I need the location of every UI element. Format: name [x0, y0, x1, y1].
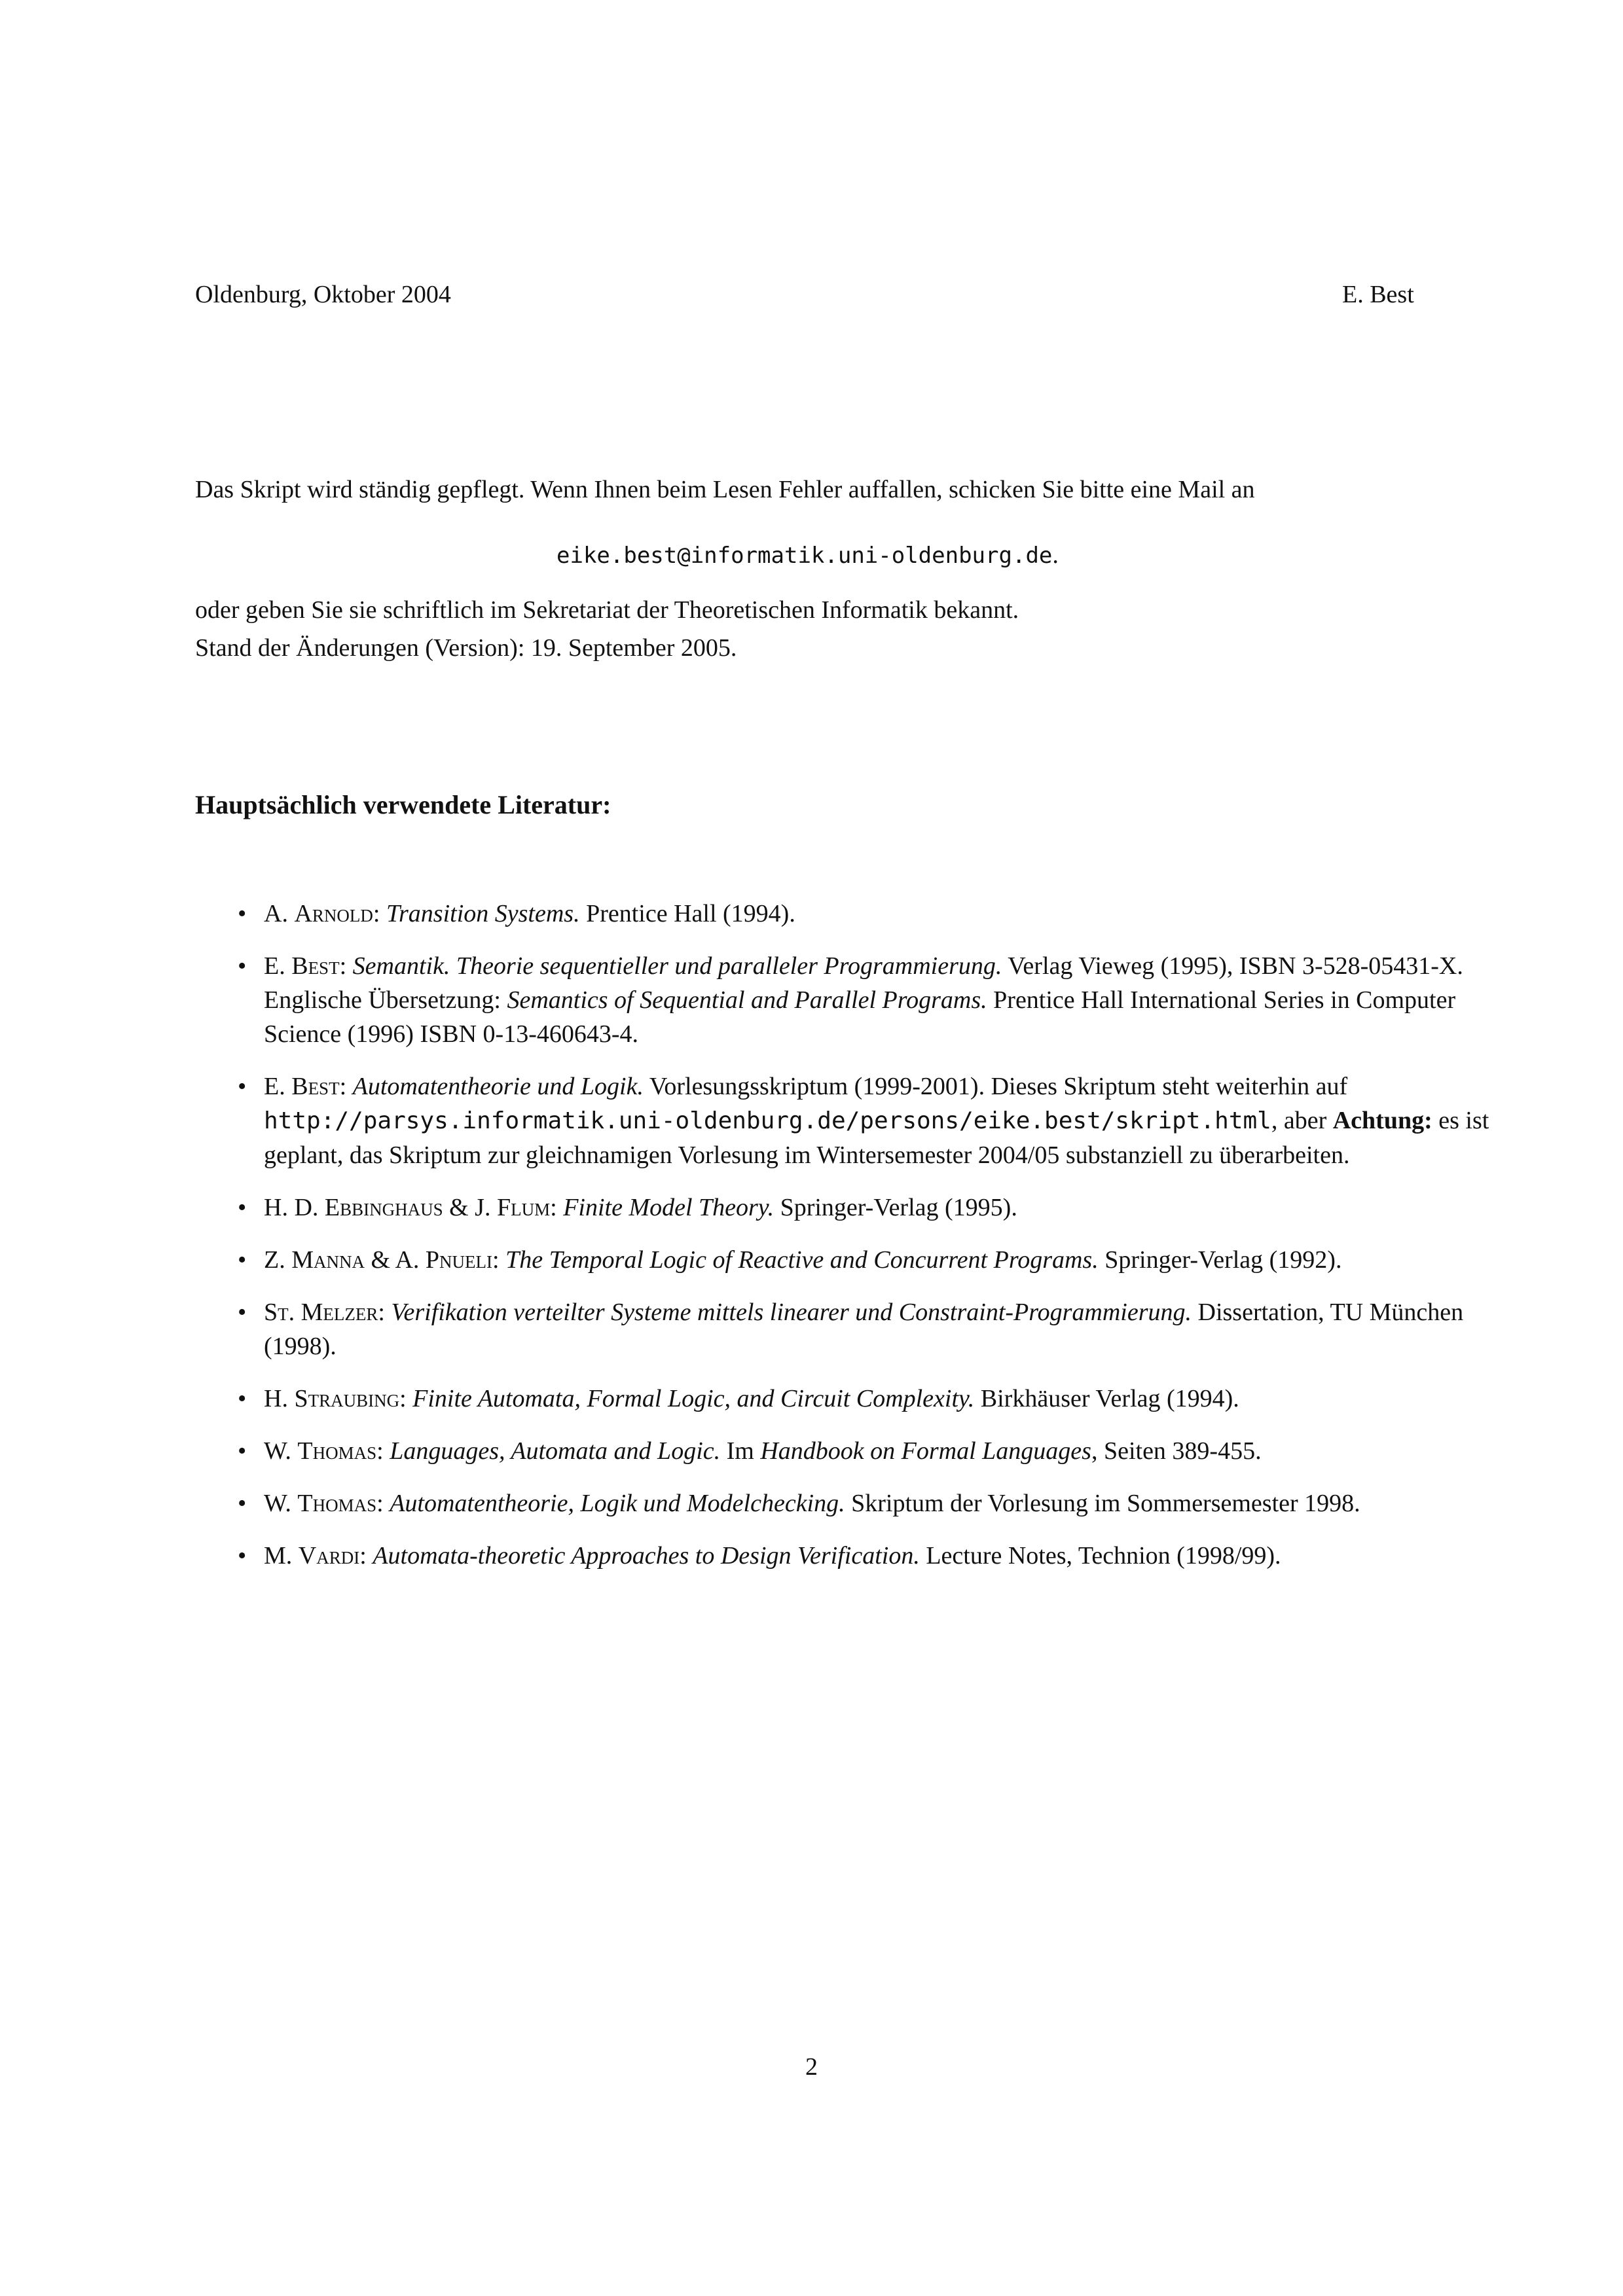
author-initials: St.: [264, 1299, 295, 1326]
work-title: Semantik. Theorie sequentieller und paralleler Programmierung.: [352, 952, 1002, 980]
author-surname: Thomas: [297, 1437, 377, 1465]
email-address[interactable]: eike.best@informatik.uni-oldenburg.de: [556, 543, 1053, 569]
author-surname: Best: [291, 1073, 340, 1100]
work-title: The Temporal Logic of Reactive and Concurrent Programs.: [505, 1246, 1099, 1274]
email-suffix: .: [1052, 541, 1059, 569]
author: E. Best: [1342, 281, 1414, 308]
publication-info: Lecture Notes, Technion (1998/99).: [926, 1542, 1281, 1570]
translation-info: Prentice Hall International Series in Computer Science (1996) ISBN 0-13-460643-4.: [264, 986, 1456, 1048]
author-surname: Thomas: [297, 1490, 377, 1517]
publication-prefix: Im: [726, 1437, 754, 1465]
place-date: Oldenburg, Oktober 2004: [195, 281, 451, 308]
publication-info: , Seiten 389-455.: [1091, 1437, 1262, 1465]
work-title: Finite Automata, Formal Logic, and Circuit Complexity.: [412, 1385, 975, 1412]
bullet: •: [238, 1299, 247, 1326]
notice-line-2: oder geben Sie sie schriftlich im Sekretariat der Theoretischen Informatik bekannt.: [195, 596, 1019, 624]
author-initials: H.: [264, 1385, 288, 1412]
work-title: Finite Model Theory.: [563, 1194, 775, 1221]
bullet: •: [238, 1437, 247, 1465]
author-initials: M.: [264, 1542, 293, 1570]
work-title: Automatentheorie, Logik und Modelchecking.: [390, 1490, 845, 1517]
author-initials: W.: [264, 1490, 291, 1517]
author-surname: Straubing: [294, 1385, 400, 1412]
author-initials: H. D.: [264, 1194, 319, 1221]
list-item: • E. Best: Automatentheorie und Logik. Vorlesungsskriptum (1999-2001). Dieses Skriptum steht weiterhin auf http://parsys.informatik.uni-oldenburg.de/persons/eike.best/skript.html, aber Achtung: es ist geplant, das Skriptum zur gleichnamigen Vorlesung im Wintersemester 2004/05 substanziell zu überarbeiten.: [195, 1069, 1524, 1172]
author-initials: W.: [264, 1437, 291, 1465]
script-url[interactable]: http://parsys.informatik.uni-oldenburg.de/persons/eike.best/skript.html: [264, 1107, 1271, 1134]
after-url-text: , aber: [1271, 1107, 1327, 1134]
publication-info: Springer-Verlag (1995).: [780, 1194, 1017, 1221]
notice-line-1: Das Skript wird ständig gepflegt. Wenn Ihnen beim Lesen Fehler auffallen, schicken Sie bitte eine Mail an: [195, 476, 1255, 503]
list-item: • W. Thomas: Languages, Automata and Logic. Im Handbook on Formal Languages, Seiten 389-455.: [195, 1434, 1524, 1468]
work-title: Transition Systems.: [386, 900, 580, 927]
publication-info: Birkhäuser Verlag (1994).: [980, 1385, 1239, 1412]
bullet: •: [238, 1385, 247, 1412]
author-surname: Melzer: [301, 1299, 378, 1326]
bullet: •: [238, 952, 247, 980]
author-surname-2: Pnueli: [425, 1246, 493, 1274]
list-item: • A. Arnold: Transition Systems. Prentice Hall (1994).: [195, 897, 1524, 931]
warning-label: Achtung:: [1332, 1107, 1432, 1134]
list-item: • W. Thomas: Automatentheorie, Logik und Modelchecking. Skriptum der Vorlesung im Sommersemester 1998.: [195, 1486, 1524, 1520]
author-surname: Vardi: [298, 1542, 360, 1570]
work-title: Languages, Automata and Logic.: [390, 1437, 721, 1465]
list-item: • Z. Manna & A. Pnueli: The Temporal Logic of Reactive and Concurrent Programs. Springer-Verlag (1992).: [195, 1243, 1524, 1277]
bullet: •: [238, 1073, 247, 1100]
warning-text: es ist geplant, das Skriptum zur gleichnamigen Vorlesung im Wintersemester 2004/05 substanziell zu überarbeiten.: [264, 1107, 1489, 1169]
author-initials: A.: [264, 900, 288, 927]
author-initials: E.: [264, 952, 285, 980]
literature-heading: Hauptsächlich verwendete Literatur:: [195, 790, 611, 819]
author-joiner: & A.: [371, 1246, 420, 1274]
notice-line-3: Stand der Änderungen (Version): 19. September 2005.: [195, 634, 737, 662]
bullet: •: [238, 1246, 247, 1274]
list-item: • E. Best: Semantik. Theorie sequentieller und paralleler Programmierung. Verlag Vieweg (1995), ISBN 3-528-05431-X. Englische Übersetzung: Semantics of Sequential and Parallel Programs. Prentice Hall International Series in Computer Science (1996) ISBN 0-13-460643-4.: [195, 949, 1524, 1051]
email-line: [556, 538, 1059, 573]
author-surname: Arnold: [294, 900, 373, 927]
author-surname-2: Flum: [496, 1194, 551, 1221]
bullet: •: [238, 900, 247, 927]
list-item: • H. D. Ebbinghaus & J. Flum: Finite Model Theory. Springer-Verlag (1995).: [195, 1191, 1524, 1225]
page-number: 2: [805, 2053, 818, 2081]
bullet: •: [238, 1490, 247, 1517]
author-initials: E.: [264, 1073, 285, 1100]
list-item: • St. Melzer: Verifikation verteilter Systeme mittels linearer und Constraint-Programmierung. Dissertation, TU München (1998).: [195, 1295, 1524, 1363]
literature-list: [195, 897, 1524, 1591]
work-title: Automata-theoretic Approaches to Design Verification.: [373, 1542, 920, 1570]
work-title: Automatentheorie und Logik.: [352, 1073, 644, 1100]
author-initials: Z.: [264, 1246, 285, 1274]
author-surname: Ebbinghaus: [324, 1194, 443, 1221]
publication-info: Skriptum der Vorlesung im Sommersemester 1998.: [851, 1490, 1360, 1517]
author-joiner: & J.: [449, 1194, 491, 1221]
work-title: Verifikation verteilter Systeme mittels linearer und Constraint-Programmierung.: [391, 1299, 1192, 1326]
publication-info: Vorlesungsskriptum (1999-2001). Dieses Skriptum steht weiterhin auf: [649, 1073, 1348, 1100]
bullet: •: [238, 1194, 247, 1221]
bullet: •: [238, 1542, 247, 1570]
publication-info: Verlag Vieweg (1995), ISBN 3-528-05431-X.: [1008, 952, 1463, 980]
list-item: • H. Straubing: Finite Automata, Formal Logic, and Circuit Complexity. Birkhäuser Verlag (1994).: [195, 1382, 1524, 1416]
publication-info: Dissertation, TU München (1998).: [264, 1299, 1464, 1360]
list-item: • M. Vardi: Automata-theoretic Approaches to Design Verification. Lecture Notes, Technion (1998/99).: [195, 1539, 1524, 1573]
publication-info: Prentice Hall (1994).: [586, 900, 795, 927]
translation-label: Englische Übersetzung:: [264, 986, 501, 1014]
handbook-title: Handbook on Formal Languages: [760, 1437, 1091, 1465]
translation-title: Semantics of Sequential and Parallel Programs.: [507, 986, 987, 1014]
author-surname: Manna: [291, 1246, 365, 1274]
author-surname: Best: [291, 952, 340, 980]
publication-info: Springer-Verlag (1992).: [1104, 1246, 1342, 1274]
